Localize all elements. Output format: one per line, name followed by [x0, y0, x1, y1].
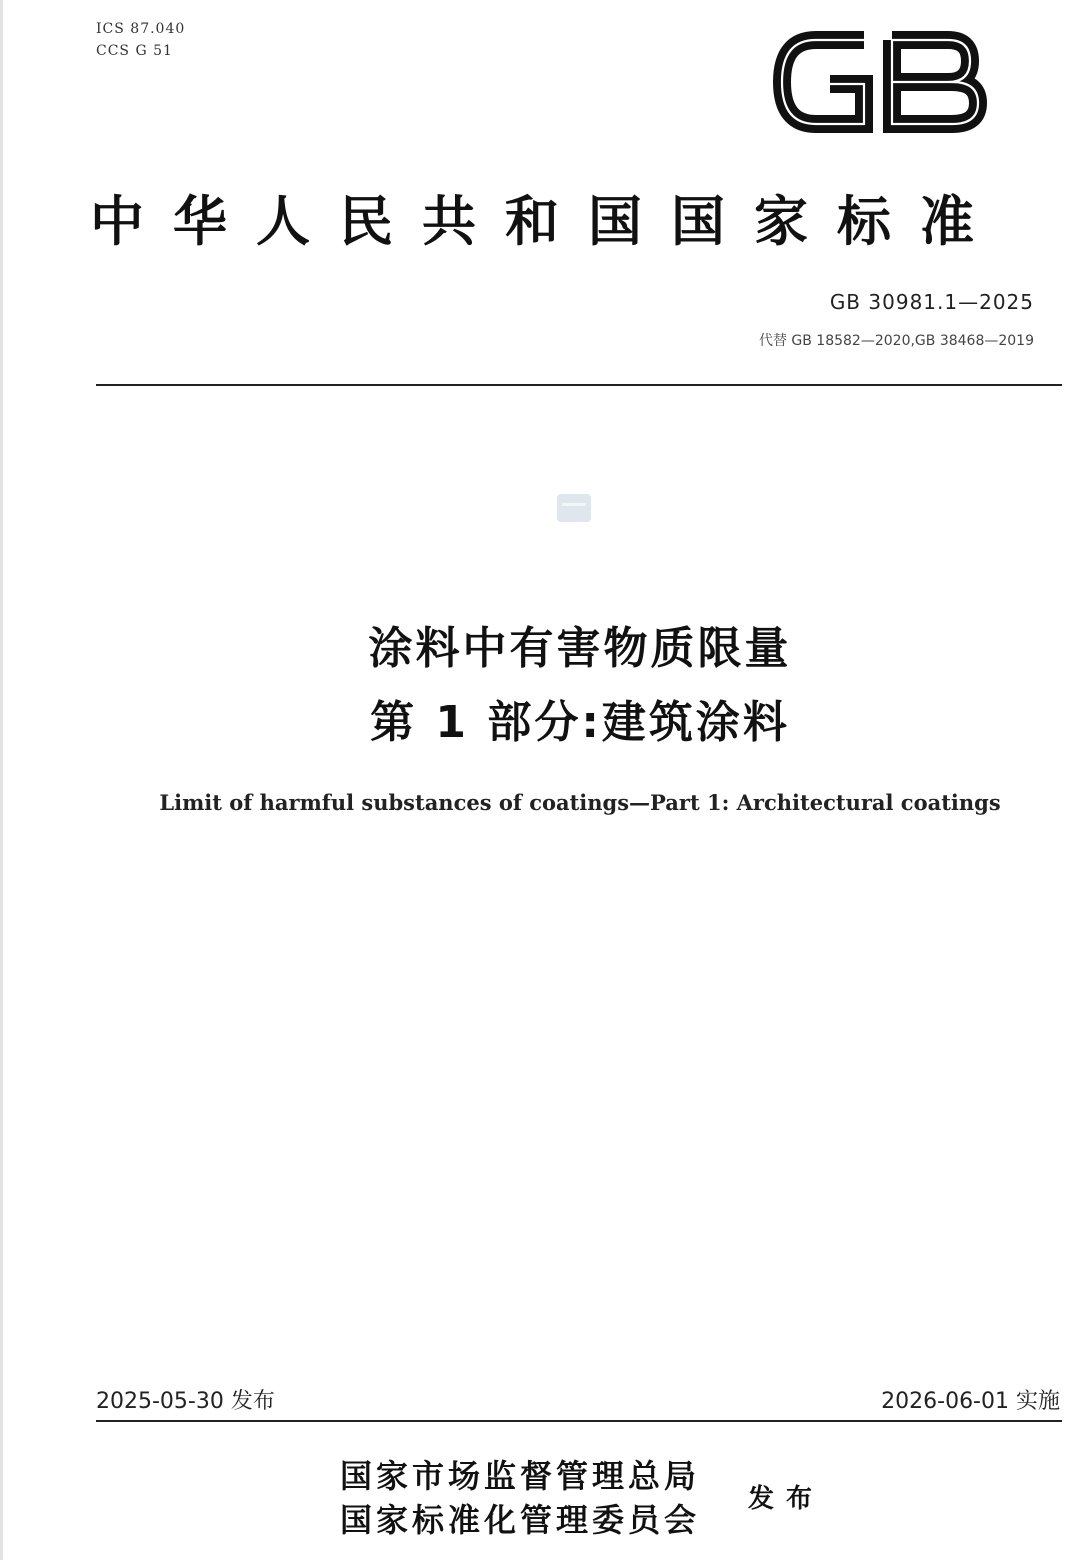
gb-logo	[764, 20, 1000, 144]
footer-divider	[96, 1420, 1062, 1422]
replaces-note: 代替 GB 18582—2020,GB 38468—2019	[758, 333, 1034, 349]
watermark-stamp	[557, 494, 591, 522]
issuer-samr: 国家市场监督管理总局	[340, 1457, 701, 1495]
issuing-authorities	[340, 1454, 700, 1542]
ccs-code: CCS G 51	[96, 43, 173, 59]
issue-label: 发布	[748, 1484, 825, 1514]
title-cn-line2: 第 1 部分:建筑涂料	[370, 697, 790, 748]
standard-number: GB 30981.1—2025	[829, 290, 1034, 314]
ics-code: ICS 87.040	[96, 21, 186, 37]
national-standard-title: 中华人民共和国国家标准	[90, 189, 1003, 253]
implementation-date: 2026-06-01 实施	[881, 1389, 1060, 1414]
page-edge	[0, 0, 3, 1560]
gb-logo-label: GB	[881, 142, 883, 143]
classification-codes	[96, 18, 185, 62]
header-divider	[96, 384, 1062, 386]
issuer-sac: 国家标准化管理委员会	[340, 1501, 701, 1539]
issue-date: 2025-05-30 发布	[96, 1389, 275, 1414]
title-en: Limit of harmful substances of coatings—Part 1: Architectural coatings	[159, 790, 1001, 815]
title-cn-line1: 涂料中有害物质限量	[368, 623, 792, 674]
